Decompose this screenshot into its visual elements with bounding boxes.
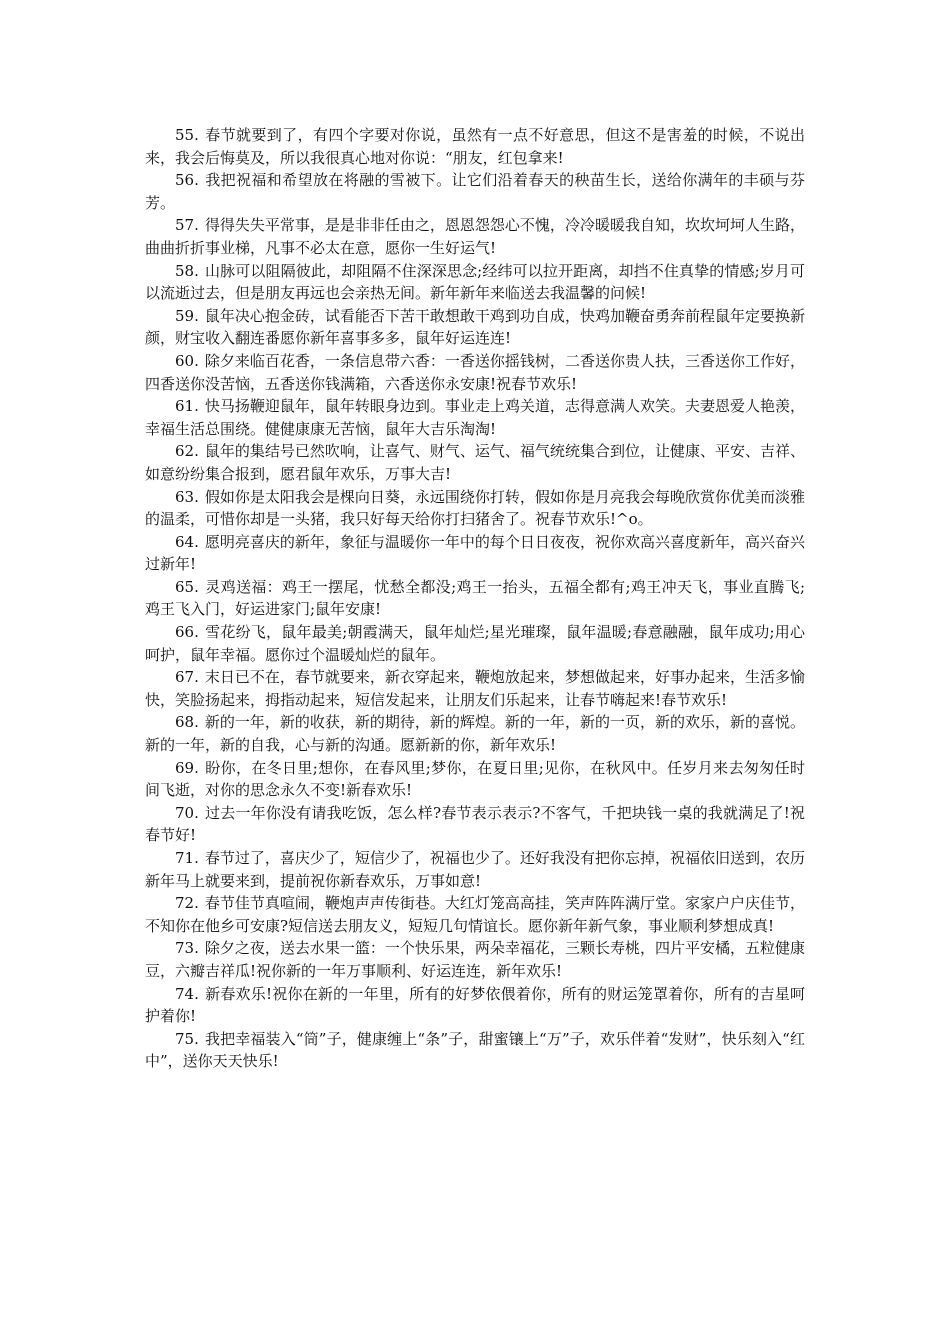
item-text: 除夕来临百花香，一条信息带六香：一香送你摇钱树，二香送你贵人扶，三香送你工作好，四香送你没苦恼，五香送你钱满箱，六香送你永安康!祝春节欢乐! — [145, 351, 805, 393]
item-text: 愿明亮喜庆的新年，象征与温暖你一年中的每个日日夜夜，祝你欢高兴喜度新年，高兴奋兴过新年! — [145, 532, 805, 574]
list-item — [145, 666, 805, 711]
item-number: 64. — [175, 532, 199, 551]
item-number: 63. — [175, 487, 199, 506]
list-item — [145, 350, 805, 395]
item-number: 71. — [175, 849, 199, 867]
item-text: 灵鸡送福：鸡王一摆尾，忧愁全都没;鸡王一抬头，五福全都有;鸡王冲天飞，事业直腾飞;鸡王飞入门，好运进家门;鼠年安康! — [145, 577, 805, 619]
item-text: 假如你是太阳我会是棵向日葵，永远围绕你打转，假如你是月亮我会每晚欣赏你优美而淡雅的温柔，可惜你却是一头猪，我只好每天给你打扫猪舍了。祝春节欢乐!^o。 — [145, 487, 805, 529]
item-text: 过去一年你没有请我吃饭，怎么样?春节表示表示?不客气，千把块钱一桌的我就满足了!祝春节好! — [145, 803, 805, 845]
item-number: 67. — [175, 668, 199, 687]
item-text: 春节佳节真喧闹，鞭炮声声传街巷。大红灯笼高高挂，笑声阵阵满厅堂。家家户户庆佳节，不知你在他乡可安康?短信送去朋友义，短短几句情谊长。愿你新年新气象，事业顺利梦想成真! — [145, 894, 805, 935]
item-text: 我把祝福和希望放在将融的雪被下。让它们沿着春天的秧苗生长，送给你满年的丰硕与芬芳。 — [145, 171, 805, 212]
item-number: 59. — [175, 306, 199, 325]
list-item — [145, 486, 805, 531]
item-number: 68. — [175, 713, 199, 732]
item-number: 56. — [175, 171, 199, 190]
item-text: 除夕之夜，送去水果一篮：一个快乐果，两朵幸福花，三颗长寿桃，四片平安橘，五粒健康豆，六瓣吉祥瓜!祝你新的一年万事顺利、好运连连，新年欢乐! — [145, 939, 805, 980]
item-text: 鼠年的集结号已然吹响，让喜气、财气、运气、福气统统集合到位，让健康、平安、吉祥、如意纷纷集合报到，愿君鼠年欢乐，万事大吉! — [145, 442, 805, 483]
item-text: 得得失失平常事，是是非非任由之，恩恩怨怨心不愧，冷冷暖暖我自知，坎坎坷坷人生路，曲曲折折事业梯，凡事不必太在意，愿你一生好运气! — [145, 216, 805, 257]
list-item — [145, 531, 805, 576]
list-item — [145, 757, 805, 802]
item-text: 我把幸福装入“筒”子，健康缠上“条”子，甜蜜镶上“万”子，欢乐伴着“发财”，快乐刻入“红中”，送你天天快乐! — [145, 1029, 805, 1071]
item-text: 新的一年，新的收获，新的期待，新的辉煌。新的一年，新的一页，新的欢乐，新的喜悦。新的一年，新的自我，心与新的沟通。愿新新的你，新年欢乐! — [145, 713, 805, 755]
list-item — [145, 214, 805, 259]
list-item — [145, 169, 805, 214]
list-item — [145, 260, 805, 305]
item-text: 末日已不在，春节就要来，新衣穿起来，鞭炮放起来，梦想做起来，好事办起来，生活多愉快，笑脸扬起来，拇指动起来，短信发起来，让朋友们乐起来，让春节嗨起来!春节欢乐! — [145, 668, 805, 709]
list-item — [145, 847, 805, 892]
list-item — [145, 305, 805, 350]
item-number: 69. — [175, 758, 199, 777]
list-item — [145, 576, 805, 621]
document-body — [145, 124, 805, 1073]
list-item — [145, 937, 805, 982]
item-text: 春节过了，喜庆少了，短信少了，祝福也少了。还好我没有把你忘掉，祝福依旧送到，农历新年马上就要来到，提前祝你新春欢乐，万事如意! — [145, 849, 805, 890]
item-text: 春节就要到了，有四个字要对你说，虽然有一点不好意思，但这不是害羞的时候，不说出来，我会后悔莫及，所以我很真心地对你说：“朋友，红包拿来! — [145, 126, 805, 167]
list-item — [145, 802, 805, 847]
item-number: 62. — [175, 442, 199, 461]
item-number: 55. — [175, 126, 199, 144]
item-number: 70. — [175, 803, 199, 822]
item-number: 57. — [175, 216, 199, 235]
item-number: 60. — [175, 351, 199, 370]
list-item — [145, 711, 805, 756]
item-number: 75. — [175, 1029, 199, 1048]
item-number: 61. — [175, 397, 199, 416]
list-item — [145, 1028, 805, 1073]
item-text: 鼠年决心抱金砖，试看能否下苦干敢想敢干鸡到功自成，快鸡加鞭奋勇奔前程鼠年定要换新颜，财宝收入翻连番愿你新年喜事多多，鼠年好运连连! — [145, 306, 805, 348]
item-text: 盼你，在冬日里;想你，在春风里;梦你，在夏日里;见你，在秋风中。任岁月来去匆匆任时间飞逝，对你的思念永久不变!新春欢乐! — [145, 758, 805, 800]
list-item — [145, 440, 805, 485]
list-item — [145, 395, 805, 440]
list-item — [145, 983, 805, 1028]
item-text: 快马扬鞭迎鼠年，鼠年转眼身边到。事业走上鸡关道，志得意满人欢笑。夫妻恩爱人艳羡，幸福生活总围绕。健健康康无苦恼，鼠年大吉乐淘淘! — [145, 397, 805, 438]
list-item — [145, 124, 805, 169]
item-number: 74. — [175, 984, 199, 1003]
list-item — [145, 621, 805, 666]
item-text: 雪花纷飞，鼠年最美;朝霞满天，鼠年灿烂;星光璀璨，鼠年温暖;春意融融，鼠年成功;用心呵护，鼠年幸福。愿你过个温暖灿烂的鼠年。 — [145, 623, 805, 664]
item-number: 66. — [175, 623, 199, 642]
item-number: 58. — [175, 261, 199, 280]
list-item — [145, 892, 805, 937]
item-text: 新春欢乐!祝你在新的一年里，所有的好梦依偎着你，所有的财运笼罩着你，所有的吉星呵护着你! — [145, 984, 805, 1026]
item-number: 65. — [175, 577, 199, 596]
item-number: 72. — [175, 894, 199, 913]
item-text: 山脉可以阻隔彼此，却阻隔不住深深思念;经纬可以拉开距离，却挡不住真挚的情感;岁月可以流逝过去，但是朋友再远也会亲热无间。新年新年来临送去我温馨的问候! — [145, 261, 805, 303]
item-number: 73. — [175, 939, 199, 958]
